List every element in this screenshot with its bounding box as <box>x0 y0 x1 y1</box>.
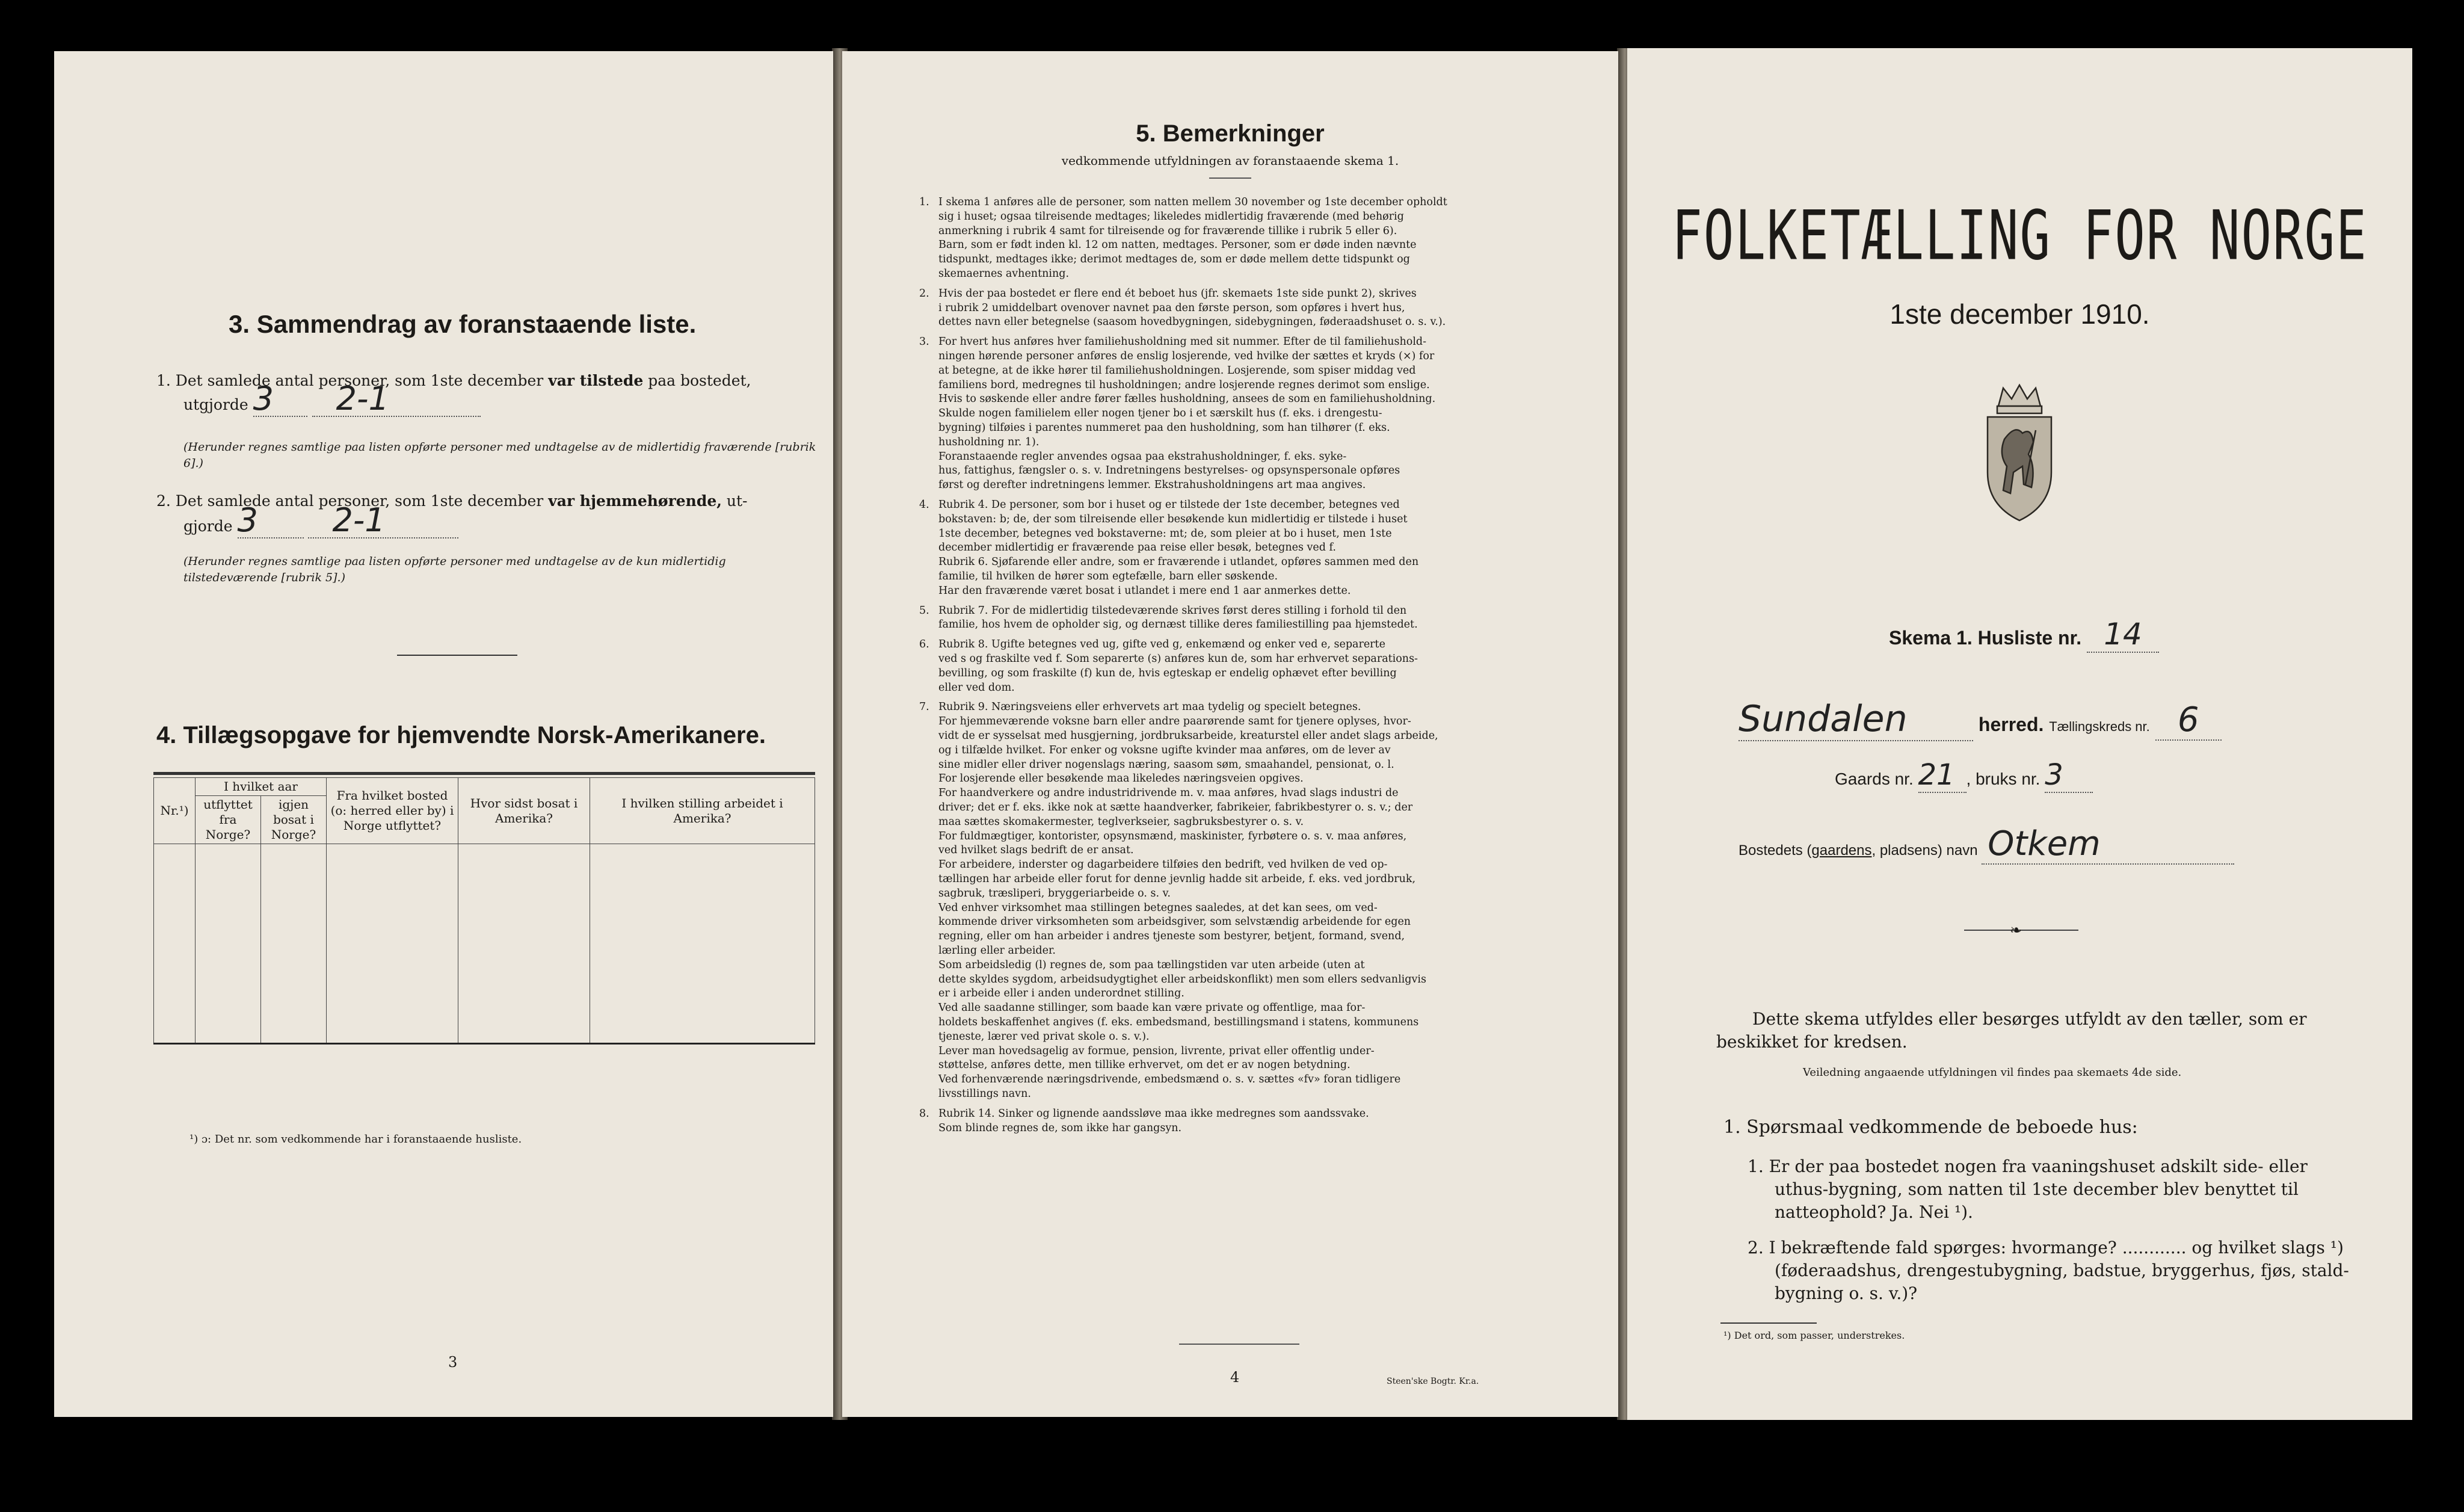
coat-of-arms-icon <box>1980 382 2059 523</box>
table-cell <box>154 943 196 977</box>
remark-line: 1ste december, betegnes ved bokstaverne: mt; de, som pleier at bo i huset, men 1ste <box>938 527 1392 540</box>
remark-item <box>919 1107 1540 1136</box>
remark-line: først og derefter indretningens lemmer. Ekstrahusholdningens art maa angives. <box>938 479 1366 492</box>
col-header-year-group: I hvilket aar <box>196 778 327 796</box>
table-top-rule <box>153 772 815 775</box>
col-header-america-residence: Hvor sidst bosat i Amerika? <box>458 778 590 844</box>
remark-line: Barn, som er født inden kl. 12 om natten, medtages. Personer, som er døde inden nævnte <box>938 239 1417 251</box>
col-header-nr: Nr.¹) <box>154 778 196 844</box>
remark-line: lærling eller arbeider. <box>938 944 1056 957</box>
remark-line: kommende driver virksomheten som arbeidsgiver, som selvstændig arbeidende for egen <box>938 916 1411 928</box>
section-3-title: 3. Sammendrag av foranstaaende liste. <box>229 310 697 338</box>
census-title: FOLKETÆLLING FOR NORGE <box>1672 196 2368 276</box>
table-cell <box>458 1010 590 1044</box>
remark-line: Rubrik 7. For de midlertidig tilstedeværende skrives først deres stilling i forhold til den <box>938 604 1407 617</box>
remark-line: husholdning nr. 1). <box>938 436 1040 448</box>
remark-line: Som blinde regnes de, som ikke har gangsyn. <box>938 1122 1182 1134</box>
instructions-note: Veiledning angaaende utfyldningen vil findes paa skemaets 4de side. <box>1803 1066 2182 1079</box>
table-cell <box>327 877 458 910</box>
page-left <box>54 51 833 1417</box>
handwritten-count-present-split: 2-1 <box>336 380 389 418</box>
remarks-title: 5. Bemerkninger <box>1136 120 1325 147</box>
census-date: 1ste december 1910. <box>1890 298 2150 330</box>
husliste-number: 14 <box>2104 617 2142 652</box>
s3-item2-note: (Herunder regnes samtlige paa listen opførte personer med undtagelse av de kun midlertidig tilstedeværende [rubrik 5].) <box>183 555 726 584</box>
remark-line: tællingen har arbeide eller forut for denne jevnlig hadde sit arbeide, f. eks. ved jordbruk, <box>938 872 1416 885</box>
bottom-rule <box>1179 1344 1299 1345</box>
remark-line: ved s og fraskilte ved f. Som separerte (s) anføres kun de, som har erhvervet separations- <box>938 652 1418 665</box>
remark-line: Rubrik 9. Næringsveiens eller erhvervets art maa tydelig og specielt betegnes. <box>938 701 1361 714</box>
s3-item1-note: (Herunder regnes samtlige paa listen opførte personer med undtagelse av de midlertidig fraværende [rubrik 6].) <box>183 440 816 470</box>
table-cell <box>590 910 815 943</box>
remark-number: 4. <box>919 499 929 511</box>
table-cell <box>458 844 590 878</box>
remark-item <box>919 700 1540 1101</box>
page-right <box>1627 48 2412 1420</box>
remark-line: i rubrik 2 umiddelbart ovenover navnet paa den første person, som opføres i hvert hus, <box>938 301 1405 314</box>
table-cell <box>154 844 196 878</box>
remark-line: driver; det er f. eks. ikke nok at sætte haandverker, fabrikeier, fabrikbestyrer o. s. v.; der <box>938 801 1413 813</box>
question-heading: 1. Spørsmaal vedkommende de beboede hus: <box>1723 1117 2138 1138</box>
divider <box>397 655 517 656</box>
remark-line: Lever man hovedsagelig av formue, pension, livrente, privat eller offentlig under- <box>938 1045 1375 1057</box>
remark-line: ved hvilket slags bedrift de er ansat. <box>938 844 1134 857</box>
table-cell <box>590 977 815 1010</box>
remark-line: bokstaven: b; de, der som tilreisende eller besøkende kun midlertidig er tilstede i huset <box>938 513 1408 525</box>
remark-number: 2. <box>919 287 929 300</box>
remark-line: sine midler eller driver nogenslags næring, saasom søm, smaahandel, pensionat, o. l. <box>938 758 1394 771</box>
table-cell <box>327 910 458 943</box>
remark-item <box>919 638 1540 695</box>
remark-line: familie, hos hvem de opholder sig, og dernæst tillike deres familiestilling paa hjemstedet. <box>938 619 1418 631</box>
remark-item <box>919 196 1540 282</box>
table-cell <box>196 910 261 943</box>
remark-line: For arbeidere, inderster og dagarbeidere tilføies den bedrift, ved hvilken de ved op- <box>938 859 1388 871</box>
subtitle-rule <box>1209 177 1251 179</box>
table-cell <box>196 844 261 878</box>
col-header-occupation: I hvilken stilling arbeidet i Amerika? <box>590 778 815 844</box>
table-cell <box>261 977 327 1010</box>
table-cell <box>327 1010 458 1044</box>
remarks-subtitle: vedkommende utfyldningen av foranstaaende skema 1. <box>1061 153 1399 168</box>
s3-item2-value: gjorde 3 2-1 <box>183 510 725 538</box>
remark-line: hus, fattighus, fængsler o. s. v. Indretningens bestyrelses- og opsynspersonale opføres <box>938 464 1400 477</box>
remark-line: For hjemmeværende voksne barn eller andre paarørende samt for tjenere oplyses, hvor- <box>938 715 1411 728</box>
remark-line: sagbruk, træsliperi, bryggeriarbeide o. s. v. <box>938 887 1171 899</box>
remark-line: Ved alle saadanne stillinger, som baade kan være private og offentlige, maa for- <box>938 1002 1366 1014</box>
remark-line: bygning) tilføies i parentes nummeret paa den husholdning, som han tilhører (f. eks. <box>938 421 1390 434</box>
table-cell <box>261 943 327 977</box>
remark-line: Ved enhver virksomhet maa stillingen betegnes saaledes, at det kan sees, om ved- <box>938 901 1378 914</box>
remark-line: Hvis to søskende eller andre fører fælles husholdning, ansees de som en familiehusholdning. <box>938 393 1436 406</box>
table-cell <box>458 943 590 977</box>
table-cell <box>590 877 815 910</box>
s3-item1-value: utgjorde 3 2-1 <box>183 388 725 417</box>
col-header-returned: igjen bosat i Norge? <box>261 796 327 844</box>
remark-line: For fuldmægtiger, kontorister, opsynsmænd, maskinister, fyrbøtere o. s. v. maa anføres, <box>938 830 1407 842</box>
s3-item1: 1. Det samlede antal personer, som 1ste december var tilstede paa bostedet, <box>156 372 751 389</box>
remark-line: dettes navn eller betegnelse (saasom hovedbygningen, sidebygningen, føderaadshuset o. s. v.). <box>938 316 1446 329</box>
remark-line: er i arbeide eller i anden underordnet stilling. <box>938 987 1184 1000</box>
handwritten-count-resident-split: 2-1 <box>332 501 386 539</box>
remark-line: at betegne, at de ikke hører til familiehusholdningen. Losjerende, som spiser middag ved <box>938 364 1416 377</box>
remark-line: Rubrik 8. Ugifte betegnes ved ug, gifte ved g, enkemænd og enker ved e, separerte <box>938 638 1385 651</box>
page-number: 4 <box>1230 1369 1240 1386</box>
remark-line: Foranstaaende regler anvendes ogsaa paa ekstrahusholdninger, f. eks. syke- <box>938 450 1347 463</box>
remark-item <box>919 287 1540 330</box>
table-cell <box>154 977 196 1010</box>
remark-line: familie, til hvilken de hører som egtefælle, barn eller søskende. <box>938 570 1278 582</box>
remark-line: støttelse, anføres dette, men tillike erhvervet, om det er av nogen betydning. <box>938 1059 1351 1072</box>
remark-line: Har den fraværende været bosat i utlandet i mere end 1 aar anmerkes dette. <box>938 584 1351 597</box>
remark-line: Ved forhenværende næringsdrivende, embedsmænd o. s. v. sættes «fv» foran tidligere <box>938 1073 1401 1086</box>
page-middle <box>842 51 1618 1417</box>
remark-line: For losjerende eller besøkende maa likeledes næringsveien opgives. <box>938 773 1304 785</box>
gaards-number: 21 <box>1918 758 1955 792</box>
table-cell <box>327 844 458 878</box>
table-cell <box>154 877 196 910</box>
remark-line: familiens bord, medregnes til husholdningen; andre losjerende regnes derimot som enslige. <box>938 378 1430 391</box>
remark-number: 6. <box>919 638 929 651</box>
remark-number: 8. <box>919 1107 929 1120</box>
section-4-title: 4. Tillægsopgave for hjemvendte Norsk-Amerikanere. <box>156 722 766 748</box>
table-cell <box>261 844 327 878</box>
table-cell <box>327 977 458 1010</box>
table-cell <box>458 910 590 943</box>
remark-line: Hvis der paa bostedet er flere end ét beboet hus (jfr. skemaets 1ste side punkt 2), skrives <box>938 287 1417 300</box>
table-cell <box>261 877 327 910</box>
remark-number: 3. <box>919 336 929 348</box>
remark-line: For hvert hus anføres hver familiehusholdning med sit nummer. Efter de til familiehushold- <box>938 336 1427 348</box>
remark-line: livsstillings navn. <box>938 1087 1031 1100</box>
remark-line: vidt de er sysselsat med husgjerning, jordbruksarbeide, kreaturstel eller andet slags arbeide, <box>938 729 1438 742</box>
table-cell <box>261 1010 327 1044</box>
bosted-name: Otkem <box>1988 824 2101 863</box>
col-header-emigrated: utflyttet fra Norge? <box>196 796 261 844</box>
remark-line: tidspunkt, medtages ikke; derimot medtages de, som er døde mellem dette tidspunkt og <box>938 253 1410 266</box>
table-cell <box>196 1010 261 1044</box>
remark-line: dette skyldes sygdom, arbeidsudygtighet eller arbeidskonflikt) men som ellers sedvanligvis <box>938 973 1426 986</box>
kreds-number: 6 <box>2177 700 2199 739</box>
question-1: 1. Er der paa bostedet nogen fra vaaningshuset adskilt side- eller uthus-bygning, som natten til 1ste december blev benyttet til natteophold? Ja. Nei ¹). <box>1748 1156 2308 1222</box>
remark-line: eller ved dom. <box>938 681 1015 694</box>
remark-item <box>919 604 1540 633</box>
herred-line: Sundalen herred. Tællingskreds nr. 6 <box>1739 698 2376 741</box>
remark-line: skemaernes avhentning. <box>938 267 1070 280</box>
remark-line: Rubrik 14. Sinker og lignende aandssløve maa ikke medregnes som aandssvake. <box>938 1107 1369 1120</box>
ornament-icon: ❧ <box>2010 922 2022 939</box>
table-cell <box>261 910 327 943</box>
remark-line: maa sættes skomakermester, teglverkseier, sagbruksbestyrer o. s. v. <box>938 815 1304 828</box>
page-number: 3 <box>448 1354 458 1371</box>
instructions: Dette skema utfyldes eller besørges utfyldt av den tæller, som er beskikket for kredsen. <box>1716 1009 2307 1052</box>
remark-line: december midlertidig er fraværende paa reise eller besøk, betegnes ved f. <box>938 542 1336 554</box>
remark-item <box>919 335 1540 493</box>
remark-number: 7. <box>919 701 929 714</box>
remark-line: Skulde nogen familielem eller nogen tjener bo i et særskilt hus (f. eks. i drengestu- <box>938 407 1382 420</box>
remark-line: For haandverkere og andre industridrivende m. v. maa anføres, hvad slags industri de <box>938 787 1399 800</box>
gaards-line: Gaards nr. 21 , bruks nr. 3 <box>1835 758 2093 793</box>
remark-line: Rubrik 4. De personer, som bor i huset og er tilstede der 1ste december, betegnes ved <box>938 499 1400 511</box>
table-cell <box>154 1010 196 1044</box>
bruks-number: 3 <box>2045 758 2063 792</box>
remark-line: I skema 1 anføres alle de personer, som natten mellem 30 november og 1ste december opholdt <box>938 196 1447 208</box>
table-cell <box>458 877 590 910</box>
skema-husliste: Skema 1. Husliste nr. 14 <box>1889 617 2159 653</box>
col-header-from: Fra hvilket bosted (o: herred eller by) i Norge utflyttet? <box>327 778 458 844</box>
s3-item2: 2. Det samlede antal personer, som 1ste december var hjemmehørende, ut- <box>156 492 748 510</box>
table-cell <box>154 910 196 943</box>
handwritten-count-resident: 3 <box>237 501 258 539</box>
table-cell <box>590 1010 815 1044</box>
remark-number: 1. <box>919 196 929 208</box>
table-cell <box>590 844 815 878</box>
norsk-amerikanere-table <box>153 777 815 1045</box>
remark-line: regning, eller om han arbeider i andres tjeneste som bestyrer, betjent, formand, svend, <box>938 930 1405 943</box>
table-cell <box>196 977 261 1010</box>
printer-imprint: Steen'ske Bogtr. Kr.a. <box>1387 1377 1479 1386</box>
handwritten-count-present: 3 <box>253 380 274 418</box>
herred-name: Sundalen <box>1739 698 1908 740</box>
remark-line: Som arbeidsledig (l) regnes de, som paa tællingstiden var uten arbeide (uten at <box>938 958 1365 971</box>
table-cell <box>327 943 458 977</box>
table-cell <box>590 943 815 977</box>
table-cell <box>458 977 590 1010</box>
remark-line: anmerkning i rubrik 4 samt for tilreisende og for fraværende tillike i rubrik 5 eller 6). <box>938 224 1397 237</box>
remark-item <box>919 498 1540 599</box>
question-2: 2. I bekræftende fald spørges: hvormange? ............ og hvilket slags ¹) (føderaadshus, drengestubygning, badstue, bryggerhus, fjøs, stald- bygning o. s. v.)? <box>1748 1238 2349 1303</box>
remark-line: Rubrik 6. Sjøfarende eller andre, som er fraværende i utlandet, opføres sammen med den <box>938 556 1419 569</box>
bosted-line: Bostedets (gaardens, pladsens) navn Otkem <box>1739 824 2234 865</box>
footnote-rule <box>1720 1322 1817 1324</box>
remark-line: bevilling, og som fraskilte (f) kun de, hvis egteskap er endelig ophævet efter bevilling <box>938 667 1397 679</box>
remark-number: 5. <box>919 604 929 617</box>
table-cell <box>196 943 261 977</box>
remark-line: holdets beskaffenhet angives (f. eks. embedsmand, bestillingsmand i statens, kommunens <box>938 1016 1419 1028</box>
page-footnote: ¹) Det ord, som passer, understrekes. <box>1723 1330 1905 1341</box>
remark-line: ningen hørende personer anføres de enslig losjerende, ved hvilke der sættes et kryds (×) for <box>938 350 1435 362</box>
remark-line: sig i huset; ogsaa tilreisende medtages; likeledes midlertidig fraværende (med behørig <box>938 210 1404 223</box>
remark-line: og i tilfælde hvilket. For enker og voksne ugifte kvinder maa anføres, om de lever av <box>938 744 1391 756</box>
remark-line: tjeneste, lærer ved privat skole o. s. v.). <box>938 1030 1150 1043</box>
table-footnote: ¹) ɔ: Det nr. som vedkommende har i foranstaaende husliste. <box>189 1133 522 1146</box>
table-cell <box>196 877 261 910</box>
